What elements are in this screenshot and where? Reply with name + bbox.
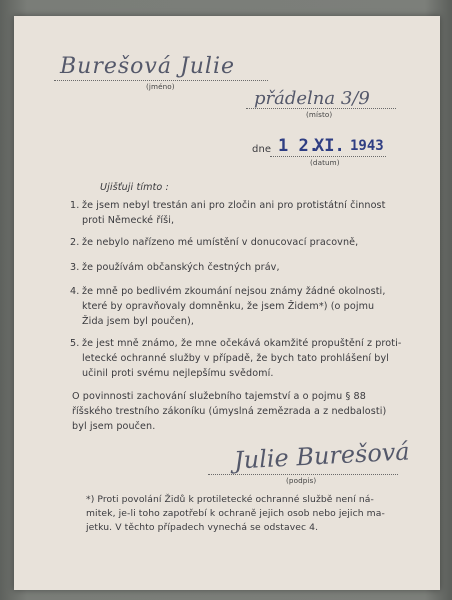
footnote-line-2: mitek, je-li toho zapotřebí k ochraně jejich osob nebo jejich ma- — [86, 508, 385, 519]
place-handwritten: přádelna 3/9 — [254, 88, 370, 109]
item-1-line-2: proti Německé říši, — [82, 215, 175, 226]
signature-line — [208, 474, 398, 475]
signature-handwritten: Julie Burešová — [233, 437, 411, 475]
name-caption: (jméno) — [146, 82, 175, 91]
item-5-line-3: učinil proti svému nejlepšímu svědomí. — [82, 368, 274, 379]
place-line — [246, 108, 396, 109]
document-page — [14, 16, 440, 590]
item-4-line-1: že mně po bedlivém zkoumání nejsou známy žádné okolnosti, — [82, 286, 386, 297]
item-4-line-2: které by opravňovaly domněnku, že jsem Židem*) (o pojmu — [82, 301, 375, 312]
date-stamp-day: 1 2. — [278, 136, 319, 156]
item-2-number: 2. — [70, 237, 80, 248]
item-4-line-3: Žida jsem byl poučen), — [82, 316, 194, 327]
intro-text: Ujišťuji tímto : — [100, 182, 169, 193]
name-line — [54, 80, 268, 81]
item-5-line-2: letecké ochranné služby v případě, že bych tato prohlášení byl — [82, 353, 390, 364]
footnote-line-1: *) Proti povolání Židů k protiletecké ochranné službě není ná- — [86, 494, 374, 505]
date-stamp-month: XI. — [314, 136, 345, 156]
name-handwritten: Burešová Julie — [60, 54, 236, 79]
closing-line-1: O povinnosti zachování služebního tajemství a o pojmu § 88 — [72, 391, 366, 402]
item-5-line-1: že jest mně známo, že mne očekává okamžité propuštění z proti- — [82, 338, 402, 349]
item-4-number: 4. — [70, 286, 80, 297]
place-caption: (místo) — [306, 110, 333, 119]
item-3-line-1: že používám občanských čestných práv, — [82, 262, 280, 273]
item-1-line-1: že jsem nebyl trestán ani pro zločin ani pro protistátní činnost — [82, 200, 386, 211]
item-1-number: 1. — [70, 200, 80, 211]
item-3-number: 3. — [70, 262, 80, 273]
signature-caption: (podpis) — [286, 476, 317, 485]
item-5-number: 5. — [70, 338, 80, 349]
item-2-line-1: že nebylo nařízeno mé umístění v donucovací pracovně, — [82, 237, 359, 248]
closing-line-2: říšského trestního zákoníku (úmyslná zemězrada a z nedbalosti) — [72, 406, 387, 417]
date-stamp-year: 1943 — [350, 138, 384, 154]
footnote-line-3: jetku. V těchto případech vynechá se odstavec 4. — [86, 522, 319, 533]
date-prefix: dne — [252, 144, 272, 155]
date-line — [270, 156, 386, 157]
date-caption: (datum) — [310, 158, 340, 167]
closing-line-3: byl jsem poučen. — [72, 421, 156, 432]
